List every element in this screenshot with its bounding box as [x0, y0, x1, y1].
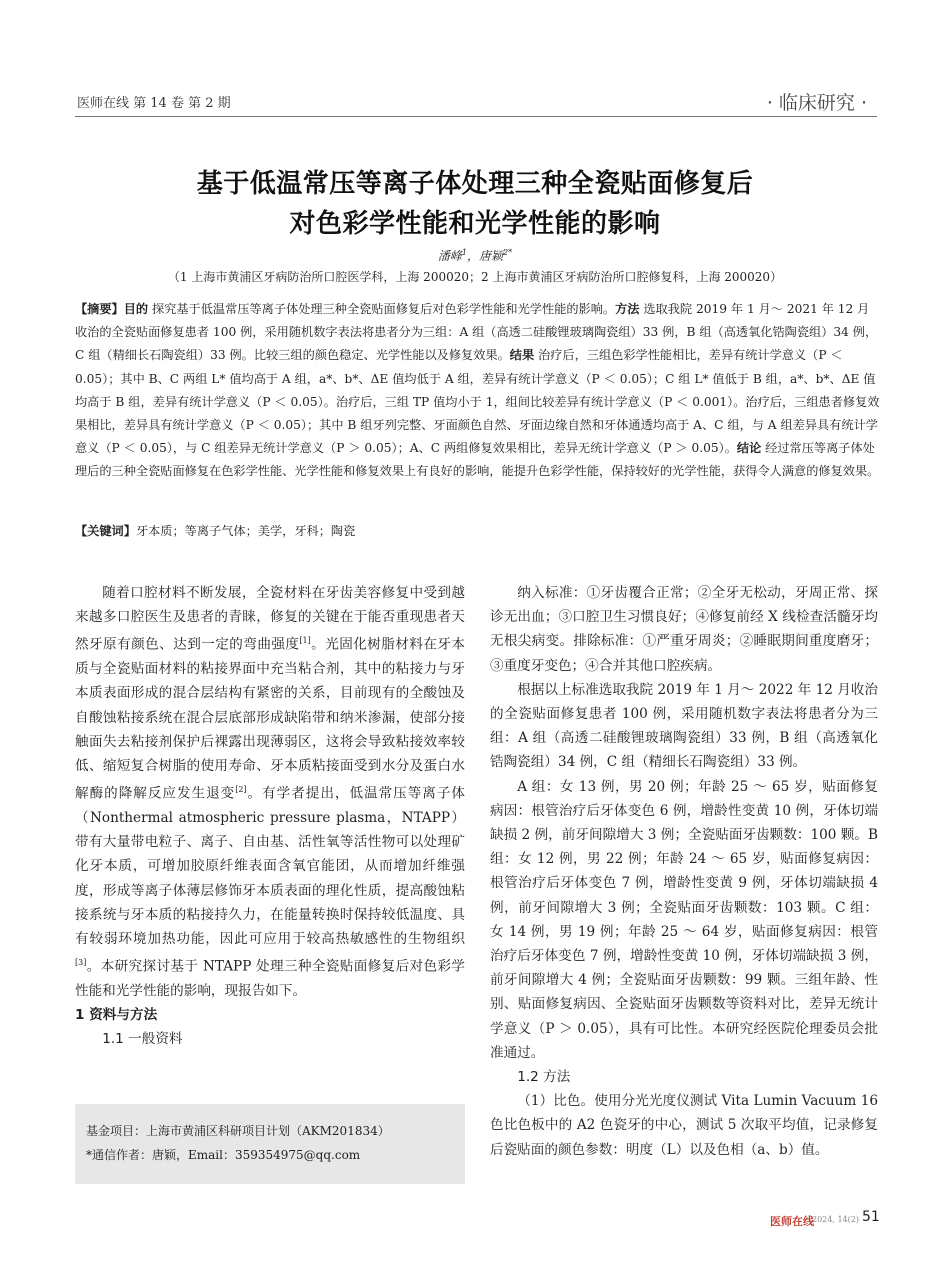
- selection-paragraph: 根据以上标准选取我院 2019 年 1 月～ 2022 年 12 月收治的全瓷贴面修复患者 100 例，采用随机数字表法将患者分为三组：A 组（高透二硅酸锂玻璃陶瓷组）33 例，B 组（高透氧化锆陶瓷组）34 例，C 组（精细长石陶瓷组）33 例。: [490, 681, 878, 771]
- subsection-heading-1-2: 1.2 方法: [517, 1069, 571, 1086]
- abstract-purpose-key: 目的: [123, 302, 149, 316]
- citation-3[interactable]: [3]: [75, 958, 87, 968]
- abstract: [75, 298, 881, 484]
- authors: [0, 247, 950, 264]
- affiliations: （1 上海市黄浦区牙病防治所口腔医学科，上海 200020；2 上海市黄浦区牙病防治所口腔修复科，上海 200020）: [167, 270, 783, 284]
- article-title-line-2: 对色彩学性能和光学性能的影响: [289, 209, 661, 239]
- intro-text-3: 。有学者提出，低温常压等离子体（Nonthermal atmospheric pressure plasma，NTAPP）带有大量带电粒子、离子、自由基、活性氧等活性物可以处理矿化牙本质，可增加胶原纤维表面含氧官能团，从而增加纤维强度，形成等离子体薄层修饰牙本质表面的理化性质，提高酸蚀粘接系统与牙本质的粘接持久力，在能量转换时保持较低温度、具有较弱环境加热功能，因此可应用于较高热敏感性的生物组织: [75, 785, 466, 947]
- author-2-affil: 2*: [503, 248, 513, 257]
- keywords-text: 牙本质；等离子气体；美学，牙科；陶瓷: [135, 524, 356, 538]
- article-title-line-1: 基于低温常压等离子体处理三种全瓷贴面修复后: [196, 169, 754, 199]
- funding-box: [75, 1104, 465, 1184]
- abstract-label: 【摘要】: [75, 302, 124, 316]
- abstract-purpose: 探究基于低温常压等离子体处理三种全瓷贴面修复后对色彩学性能和光学性能的影响。: [148, 302, 616, 316]
- journal-header: 医师在线 第 14 卷 第 2 期: [77, 96, 231, 111]
- intro-text-4: 。本研究探讨基于 NTAPP 处理三种全瓷贴面修复后对色彩学性能和光学性能的影响，现报告如下。: [75, 958, 465, 999]
- abstract-conclusion-key: 结论: [736, 441, 762, 456]
- section-label: · 临床研究 ·: [766, 92, 867, 114]
- journal-logo: 医师在线: [770, 1215, 814, 1228]
- right-column: [490, 581, 878, 1162]
- citation-1[interactable]: [1]: [299, 636, 311, 646]
- criteria-paragraph: 纳入标准：①牙齿覆合正常；②全牙无松动，牙周正常、探诊无出血；③口腔卫生习惯良好；④修复前经 X 线检查活髓牙均无根尖病变。排除标准：①严重牙周炎；②睡眠期间重度磨牙；③重度牙变色；④合并其他口腔疾病。: [490, 585, 878, 674]
- abstract-method: 选取我院 2019 年 1 月～ 2021 年 12 月收治的全瓷贴面修复患者 100 例，采用随机数字表法将患者分为三组：A 组（高透二硅酸锂玻璃陶瓷组）33 例，B 组（高透氧化锆陶瓷组）34 例，C 组（精细长石陶瓷组）33 例。比较三组的颜色稳定、光学性能以及修复效果。: [75, 302, 878, 363]
- author-separator: ，: [466, 249, 479, 263]
- page-number: 51: [862, 1209, 880, 1225]
- citation-2[interactable]: [2]: [235, 785, 247, 795]
- method-paragraph: （1）比色。使用分光光度仪测试 Vita Lumin Vacuum 16 色比色板中的 A2 色瓷牙的中心，测试 5 次取平均值，记录修复后瓷贴面的颜色参数：明度（L）以及色相（a、b）值。: [490, 1093, 878, 1158]
- abstract-result: 治疗后，三组色彩学性能相比，差异有统计学意义（P ＜ 0.05）；其中 B、C 两组 L* 值均高于 A 组，a*、b*、ΔE 值均低于 A 组，差异有统计学意义（P ＜ 0.05）；C 组 L* 值低于 B 组，a*、b*、ΔE 值均高于 B 组，差异有统计学意义（P ＜ 0.05）。治疗后，三组 TP 值均小于 1，组间比较差异有统计学意义（P ＜ 0.001）。治疗后，三组患者修复效果相比，差异具有统计学意义（P ＜ 0.05）；其中 B 组牙列完整、牙面颜色自然、牙面边缘自然和牙体通透均高于 A、C 组，与 A 组差异具有统计学意义（P ＜ 0.05），与 C 组差异无统计学意义（P ＞ 0.05）；A、C 两组修复效果相比，差异无统计学意义（P ＞ 0.05）。: [75, 348, 880, 456]
- left-column: [75, 581, 465, 1051]
- corresponding-author: *通信作者：唐颖，Email：359354975@qq.com: [86, 1148, 361, 1162]
- subsection-heading-1-1: 1.1 一般资料: [102, 1031, 183, 1048]
- abstract-method-key: 方法: [615, 302, 640, 316]
- intro-paragraph: [75, 581, 465, 1003]
- section-heading-1: 1 资料与方法: [75, 1007, 158, 1024]
- intro-text-2: 。光固化树脂材料在牙本质与全瓷贴面材料的粘接界面中充当粘合剂，其中的粘接力与牙本质表面形成的混合层结构有紧密的关系，目前现有的全酸蚀及自酸蚀粘接系统在混合层底部形成缺陷带和纳米渗漏，使部分接触面失去粘接剂保护后裸露出现薄弱区，这将会导致粘接效率较低、缩短复合树脂的使用寿命、牙本质粘接面受到水分及蛋白水解酶的降解反应发生退变: [75, 636, 466, 802]
- abstract-result-key: 结果: [509, 348, 535, 363]
- author-1-affil: 1: [461, 248, 467, 257]
- keywords-label: 【关键词】: [75, 524, 136, 538]
- groups-paragraph: A 组：女 13 例，男 20 例；年龄 25 ～ 65 岁，贴面修复病因：根管治疗后牙体变色 6 例，增龄性变黄 10 例，牙体切端缺损 2 例，前牙间隙增大 3 例；全瓷贴面牙齿颗数：100 颗。B 组：女 12 例，男 22 例；年龄 24 ～ 65 岁，贴面修复病因：根管治疗后牙体变色 7 例，增龄性变黄 9 例，牙体切端缺损 4 例，前牙间隙增大 3 例；全瓷贴面牙齿颗数：103 颗。C 组：女 14 例，男 19 例；年龄 25 ～ 64 岁，贴面修复病因：根管治疗后牙体变色 7 例，增龄性变黄 10 例，牙体切端缺损 3 例，前牙间隙增大 4 例；全瓷贴面牙齿颗数：99 颗。三组年龄、性别、贴面修复病因、全瓷贴面牙齿颗数等资料对比，差异无统计学意义（P ＞ 0.05），具有可比性。本研究经医院伦理委员会批准通过。: [490, 778, 878, 1061]
- intro-text-1: 随着口腔材料不断发展，全瓷材料在牙齿美容修复中受到越来越多口腔医生及患者的青睐，修复的关键在于能否重现患者天然牙原有颜色、达到一定的弯曲强度: [75, 585, 465, 653]
- abstract-conclusion: 经过常压等离子体处理后的三种全瓷贴面修复在色彩学性能、光学性能和修复效果上有良好的影响，能提升色彩学性能，保持较好的光学性能，获得令人满意的修复效果。: [75, 441, 880, 479]
- author-2: 唐颖: [479, 249, 504, 263]
- header-divider: [75, 116, 877, 117]
- keywords: [75, 520, 881, 543]
- issue-label: 2024, 14(2): [812, 1215, 859, 1224]
- funding-info: 基金项目：上海市黄浦区科研项目计划（AKM201834）: [86, 1124, 390, 1138]
- author-1: 潘峰: [437, 249, 462, 263]
